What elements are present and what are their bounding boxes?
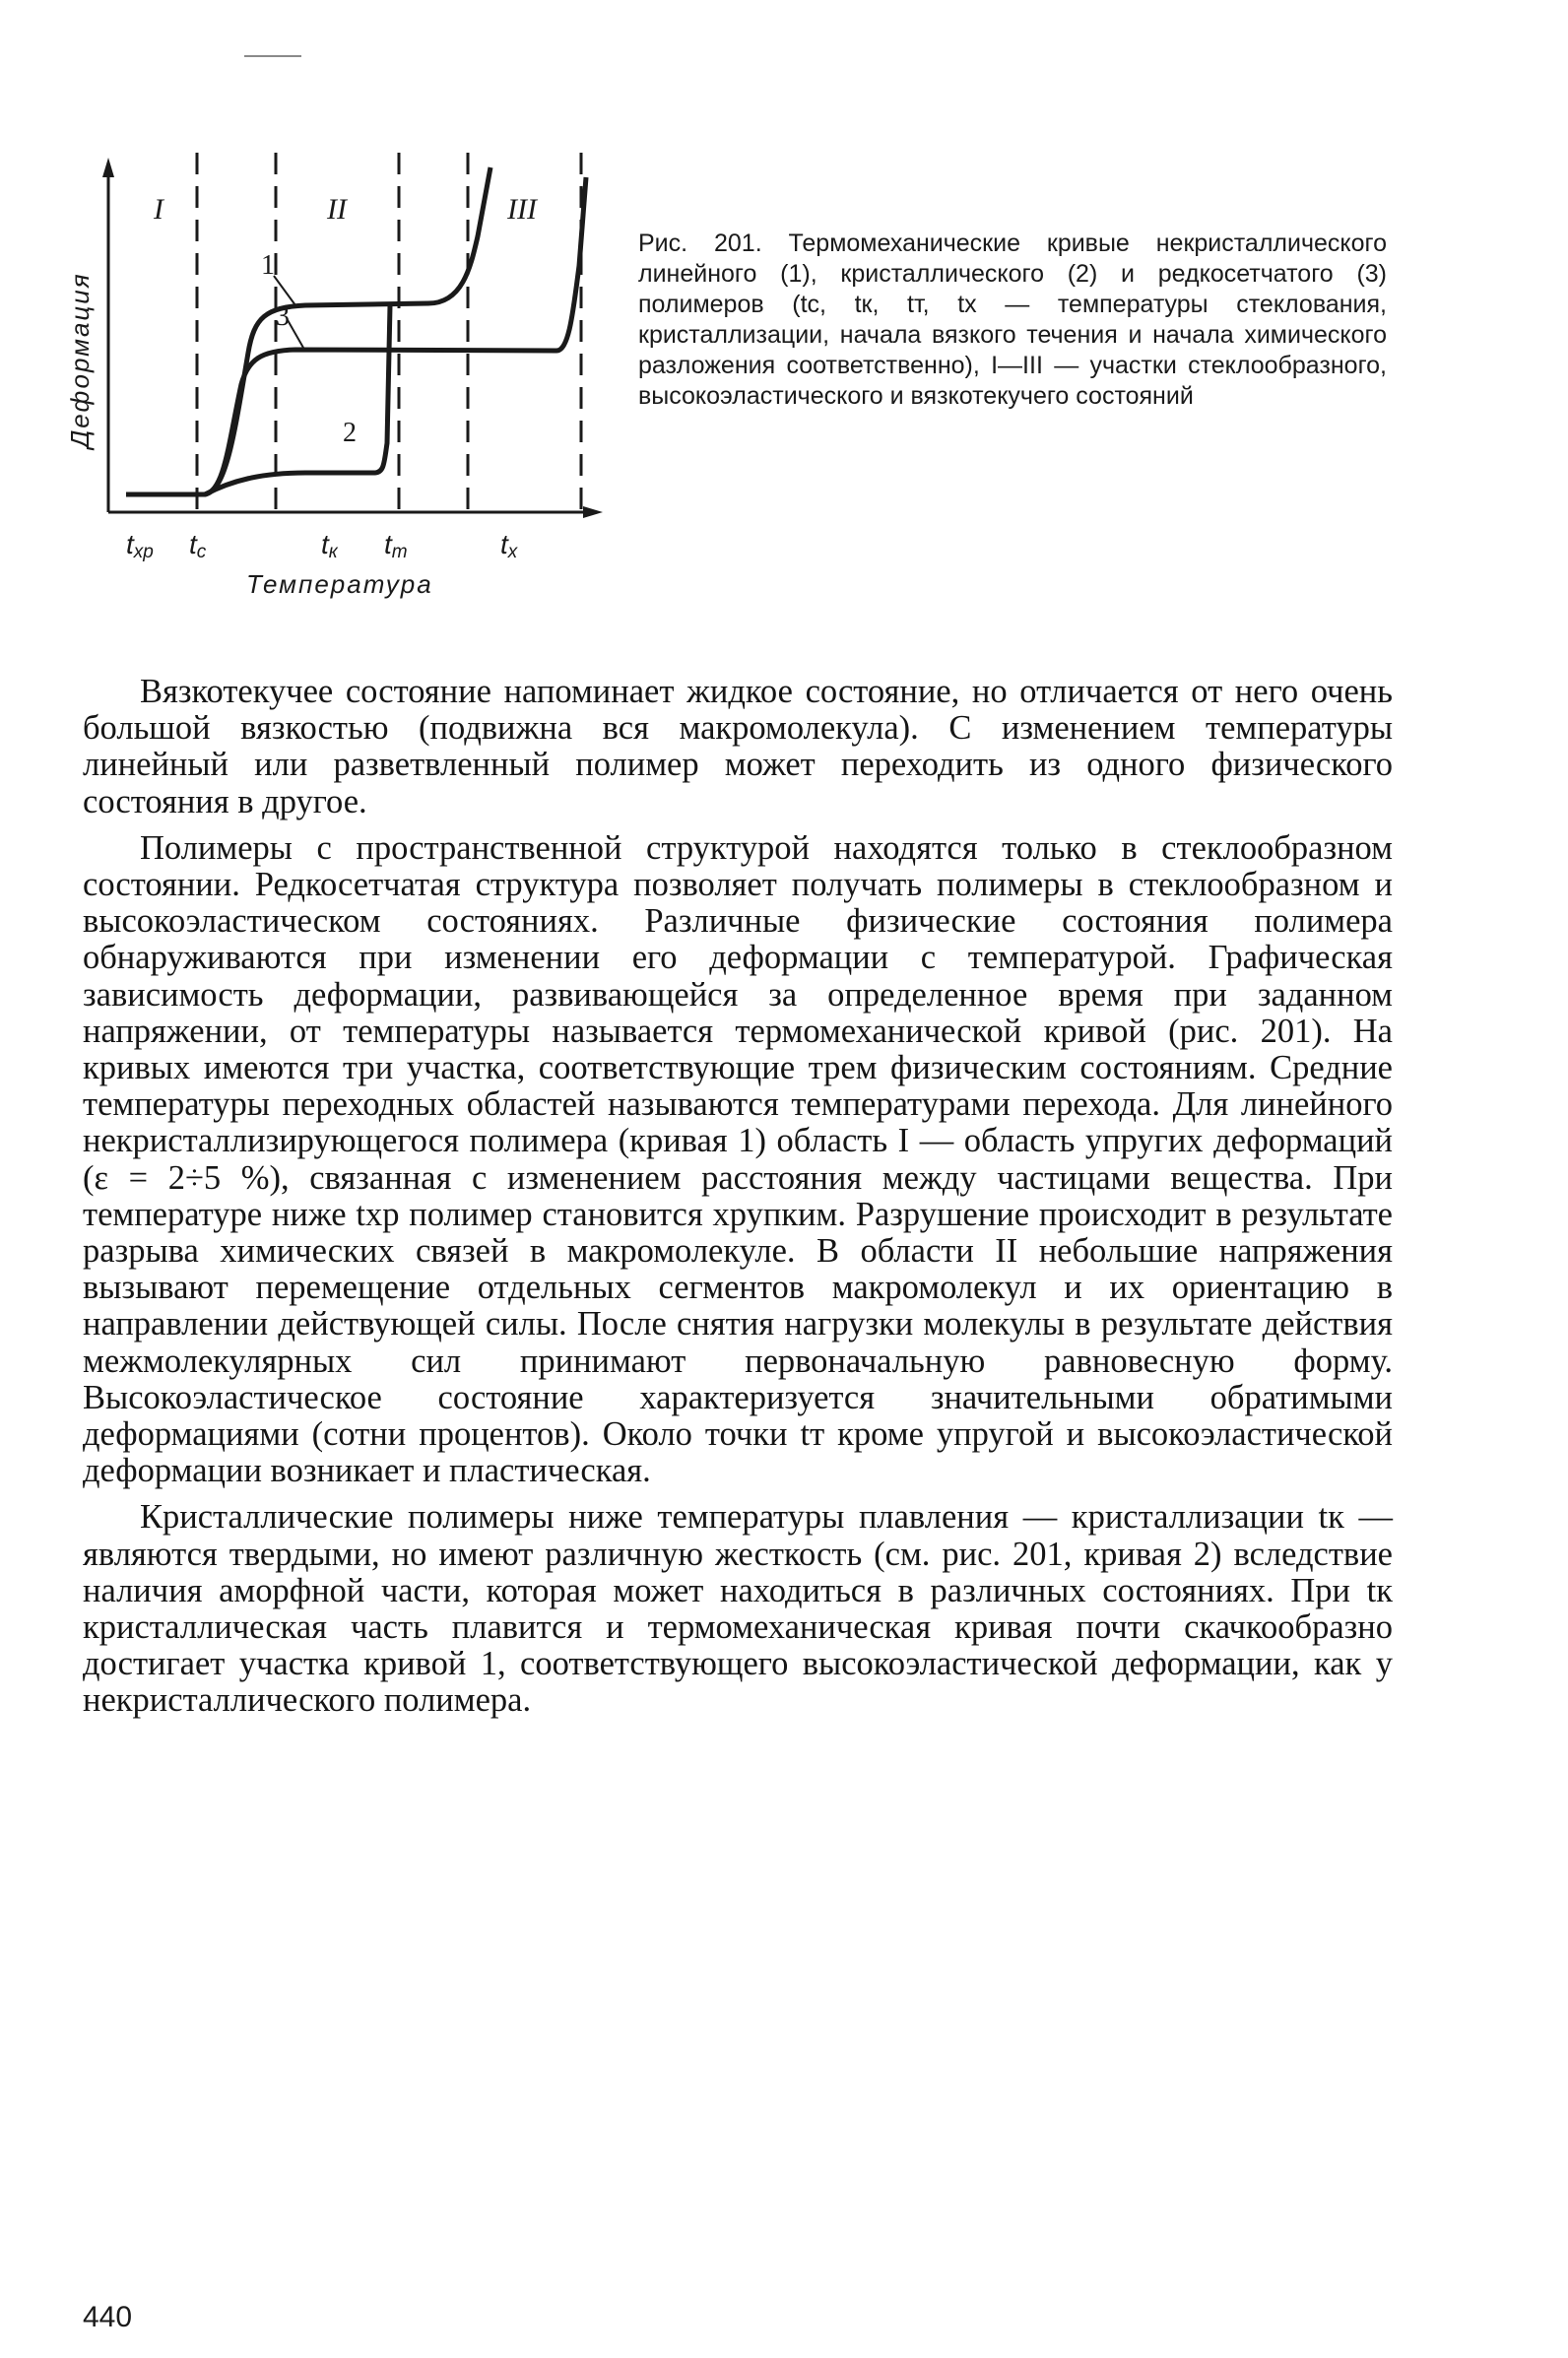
figure-caption: Рис. 201. Термомеханические кривые некристаллического линейного (1), кристаллического (2) и редкосетчатого (3) полимеров (tс, tк, tт, tх — температуры стеклования, кристаллизации, начала вязкого течения и начала химического разложения соответственно), I—III — участки стеклообразного, высокоэластического и вязкотекучего состояний (638, 229, 1387, 410)
region-label-3: III (507, 193, 537, 226)
paragraph: Вязкотекучее состояние напоминает жидкое состояние, но отличается от него очень большой вязкостью (подвижна вся макромолекула). С изменением температуры линейный или разветвленный полимер может переходить из одного физического состояния в другое. (83, 673, 1393, 820)
region-label-2: II (327, 193, 347, 226)
tick-tc: tс (189, 529, 207, 562)
paragraph: Полимеры с пространственной структурой находятся только в стеклообразном состоянии. Редкосетчатая структура позволяет получать полимеры в стеклообразном и высокоэластическом состояниях. Различные физические состояния полимера обнаруживаются при изменении его деформации с температурой. Графическая зависимость деформации, развивающейся за определенное время при заданном напряжении, от температуры называется термомеханической кривой (рис. 201). На кривых имеются три участка, соответствующие трем физическим состояниям. Средние температуры переходных областей называются температурами перехода. Для линейного некристаллизирующегося полимера (кривая 1) область I — область упругих деформаций (ε = 2÷5 %), связанная с изменением расстояния между частицами вещества. При температуре ниже tхр полимер становится хрупким. Разрушение происходит в результате разрыва химических связей в макромолекуле. В области II небольшие напряжения вызывают перемещение отдельных сегментов макромолекул и их ориентацию в направлении действующей силы. После снятия нагрузки молекулы в результате действия межмолекулярных сил принимают первоначальную равновесную форму. Высокоэластическое состояние характеризуется значительными обратимыми деформациями (сотни процентов). Около точки tт кроме упругой и высокоэластической деформации возникает и пластическая. (83, 828, 1393, 1490)
page-number: 440 (83, 2301, 133, 2333)
curve-1 (126, 167, 490, 494)
x-axis-title: Температура (246, 569, 433, 599)
curve-label-3: 3 (276, 301, 290, 332)
article-body (83, 674, 1393, 1720)
leader-3 (288, 320, 303, 348)
figure-201 (59, 148, 670, 621)
tick-tx: tх (500, 529, 518, 562)
curve-label-2: 2 (343, 418, 357, 448)
tick-tt: tт (384, 529, 408, 562)
tick-tk: tк (321, 529, 338, 562)
y-axis-title: Деформация (65, 272, 95, 448)
curve-label-1: 1 (261, 250, 275, 281)
region-label-1: I (154, 193, 163, 226)
tick-txr: tхр (126, 529, 154, 562)
paragraph: Кристаллические полимеры ниже температуры плавления — кристаллизации tк — являются твердыми, но имеют различную жесткость (см. рис. 201, кривая 2) вследствие наличия аморфной части, которая может находиться в различных состояниях. При tк кристаллическая часть плавится и термомеханическая кривая почти скачкообразно достигает участка кривой 1, соответствующего высокоэластической деформации, как у некристаллического полимера. (83, 1498, 1393, 1720)
x-axis-arrow (583, 506, 603, 518)
y-axis-arrow (102, 158, 114, 177)
thermomechanical-curves-diagram (59, 148, 670, 621)
scan-mark (244, 55, 301, 57)
curve-2 (205, 305, 390, 494)
